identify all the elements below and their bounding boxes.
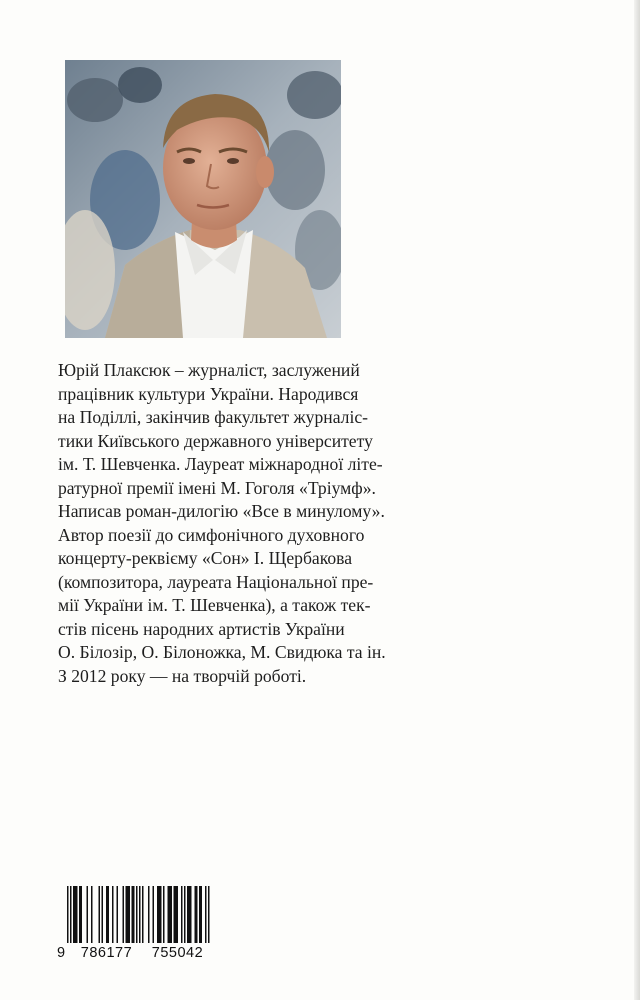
bio-line: Написав роман-дилогію «Все в минулому». — [58, 501, 385, 521]
barcode-bar — [189, 886, 191, 950]
barcode-bar — [99, 886, 101, 950]
barcode-bar — [123, 886, 125, 950]
author-photo — [65, 60, 341, 338]
bio-line: тики Київського державного університету — [58, 430, 373, 451]
bio-line: ратурної премії імені М. Гоголя «Тріумф». — [58, 477, 376, 498]
barcode-bar — [106, 886, 108, 950]
barcode-bar — [129, 886, 131, 950]
bio-line: на Поділлі, закінчив факультет журналіс- — [58, 407, 368, 427]
bio-line: ім. Т. Шевченка. Лауреат міжнародної літе- — [58, 454, 383, 474]
barcode-bar — [76, 886, 78, 950]
barcode-bar — [157, 886, 159, 950]
barcode-bar — [153, 886, 155, 950]
barcode-bar — [102, 886, 104, 950]
barcode-bar — [175, 886, 177, 950]
bio-line: Юрій Плаксюк – журналіст, заслужений — [58, 360, 360, 380]
barcode-bar — [201, 886, 203, 950]
barcode-bar — [171, 886, 173, 950]
barcode-bar — [195, 886, 197, 950]
barcode-bar — [108, 886, 110, 950]
page-edge — [634, 0, 640, 1000]
barcode-bar — [73, 886, 75, 950]
barcode-bar — [163, 886, 165, 950]
barcode-bar — [159, 886, 161, 950]
barcode-bar — [81, 886, 83, 950]
bio-line: мії України ім. Т. Шевченка), а також тек- — [58, 595, 371, 615]
barcode-right-group: 755042 — [151, 945, 204, 961]
barcode-bar — [75, 886, 77, 950]
author-bio — [58, 359, 490, 688]
barcode-bar — [187, 886, 189, 950]
barcode-bar — [133, 886, 135, 950]
bio-line: (композитора, лауреата Національної пре- — [58, 571, 374, 592]
barcode-bar — [181, 886, 183, 950]
barcode-bar — [174, 886, 176, 950]
barcode-bar — [199, 886, 201, 950]
barcode-bar — [126, 886, 128, 950]
barcode-bar — [168, 886, 170, 950]
bio-line: Автор поезії до симфонічного духовного — [58, 524, 365, 545]
barcode-bar — [142, 886, 144, 950]
barcode-bar — [160, 886, 162, 950]
barcode-lead-digit: 9 — [57, 945, 66, 961]
barcode-bar — [190, 886, 192, 950]
barcode-bar — [196, 886, 198, 950]
barcode-bar — [169, 886, 171, 950]
barcode-bar — [117, 886, 119, 950]
barcode-bar — [132, 886, 134, 950]
barcode-left-group: 786177 — [80, 945, 133, 961]
barcode-bar — [79, 886, 81, 950]
bio-line: стів пісень народних артистів України — [58, 618, 345, 639]
bio-line: концерту-реквієму «Сон» І. Щербакова — [58, 548, 353, 568]
bio-line: З 2012 року — на творчій роботі. — [58, 665, 307, 686]
barcode-bar — [112, 886, 114, 950]
barcode-bar — [91, 886, 93, 950]
barcode-bar — [87, 886, 89, 950]
bio-line: О. Білозір, О. Білоножка, М. Свидюка та ін. — [58, 642, 386, 662]
barcode-bar — [127, 886, 129, 950]
bio-line: працівник культури України. Народився — [58, 383, 359, 404]
barcode-number — [55, 943, 213, 963]
barcode-bar — [177, 886, 179, 950]
barcode-bar — [184, 886, 186, 950]
author-portrait-image — [65, 60, 341, 338]
barcode-bar — [148, 886, 150, 950]
